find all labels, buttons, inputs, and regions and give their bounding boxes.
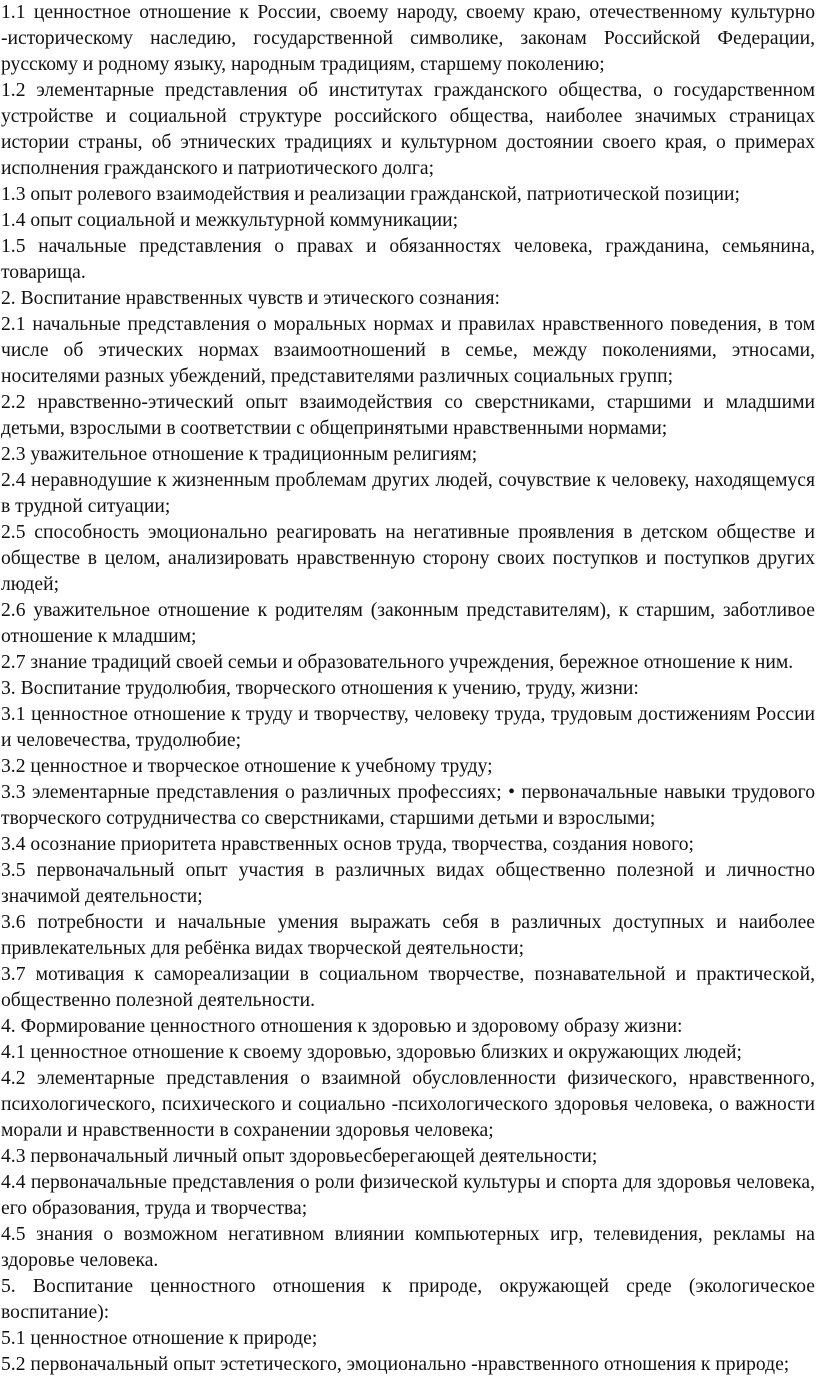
paragraph-5-2: 5.2 первоначальный опыт эстетического, эмоционально -нравственного отношения к природе; [1,1354,790,1375]
paragraph-1-5: 1.5 начальные представления о правах и обязанностях человека, гражданина, семьянина, товарища. [1,236,815,283]
paragraph-3-6: 3.6 потребности и начальные умения выражать себя в различных доступных и наиболее привлекательных для ребёнка видах творческой деятельности; [1,912,815,959]
paragraph-3-1: 3.1 ценностное отношение к труду и творчеству, человеку труда, трудовым достижениям России и человечества, трудолюбие; [1,704,815,751]
document-body [1,0,815,1378]
paragraph-2-6: 2.6 уважительное отношение к родителям (законным представителям), к старшим, заботливое отношение к младшим; [1,600,815,647]
paragraph-3-3: 3.3 элементарные представления о различных профессиях; • первоначальные навыки трудового творческого сотрудничества со сверстниками, старшими детьми и взрослыми; [1,782,815,829]
section-heading-2: 2. Воспитание нравственных чувств и этического сознания: [1,288,500,309]
paragraph-2-2: 2.2 нравственно-этический опыт взаимодействия со сверстниками, старшими и младшими детьми, взрослыми в соответствии с общепринятыми нравственными нормами; [1,392,815,439]
section-heading-4: 4. Формирование ценностного отношения к здоровью и здоровому образу жизни: [1,1016,683,1037]
paragraph-1-4: 1.4 опыт социальной и межкультурной коммуникации; [1,210,459,231]
paragraph-4-4: 4.4 первоначальные представления о роли физической культуры и спорта для здоровья человека, его образования, труда и творчества; [1,1172,815,1219]
paragraph-3-7: 3.7 мотивация к самореализации в социальном творчестве, познавательной и практической, общественно полезной деятельности. [1,964,815,1011]
paragraph-2-5: 2.5 способность эмоционально реагировать на негативные проявления в детском обществе и обществе в целом, анализировать нравственную сторону своих поступков и поступков других людей; [1,522,815,595]
paragraph-2-1: 2.1 начальные представления о моральных нормах и правилах нравственного поведения, в том числе об этических нормах взаимоотношений в семье, между поколениями, этносами, носителями разных убеждений, представителями различных социальных групп; [1,314,815,387]
paragraph-2-4: 2.4 неравнодушие к жизненным проблемам других людей, сочувствие к человеку, находящемуся в трудной ситуации; [1,470,815,517]
paragraph-3-5: 3.5 первоначальный опыт участия в различных видах общественно полезной и личностно значимой деятельности; [1,860,815,907]
section-heading-5: 5. Воспитание ценностного отношения к природе, окружающей среде (экологическое воспитание): [1,1276,815,1323]
paragraph-2-3: 2.3 уважительное отношение к традиционным религиям; [1,444,478,465]
paragraph-4-1: 4.1 ценностное отношение к своему здоровью, здоровью близких и окружающих людей; [1,1042,742,1063]
paragraph-4-2: 4.2 элементарные представления о взаимной обусловленности физического, нравственного, психологического, психического и социально -психологического здоровья человека, о важности морали и нравственности в сохранении здоровья человека; [1,1068,815,1141]
paragraph-5-1: 5.1 ценностное отношение к природе; [1,1328,318,1349]
paragraph-3-2: 3.2 ценностное и творческое отношение к учебному труду; [1,756,493,777]
paragraph-3-4: 3.4 осознание приоритета нравственных основ труда, творчества, создания нового; [1,834,694,855]
paragraph-4-5: 4.5 знания о возможном негативном влиянии компьютерных игр, телевидения, рекламы на здоровье человека. [1,1224,815,1271]
paragraph-2-7: 2.7 знание традиций своей семьи и образовательного учреждения, бережное отношение к ним. [1,652,794,673]
section-heading-3: 3. Воспитание трудолюбия, творческого отношения к учению, труду, жизни: [1,678,639,699]
paragraph-4-3: 4.3 первоначальный личный опыт здоровьесберегающей деятельности; [1,1146,598,1167]
paragraph-1-1: 1.1 ценностное отношение к России, своему народу, своему краю, отечественному культурно -историческому наследию, государственной символике, законам Российской Федерации, русскому и родному языку, народным традициям, старшему поколению; [1,2,815,75]
paragraph-1-3: 1.3 опыт ролевого взаимодействия и реализации гражданской, патриотической позиции; [1,184,740,205]
paragraph-1-2: 1.2 элементарные представления об институтах гражданского общества, о государственном устройстве и социальной структуре российского общества, наиболее значимых страницах истории страны, об этнических традициях и культурном достоянии своего края, о примерах исполнения гражданского и патриотического долга; [1,80,815,179]
